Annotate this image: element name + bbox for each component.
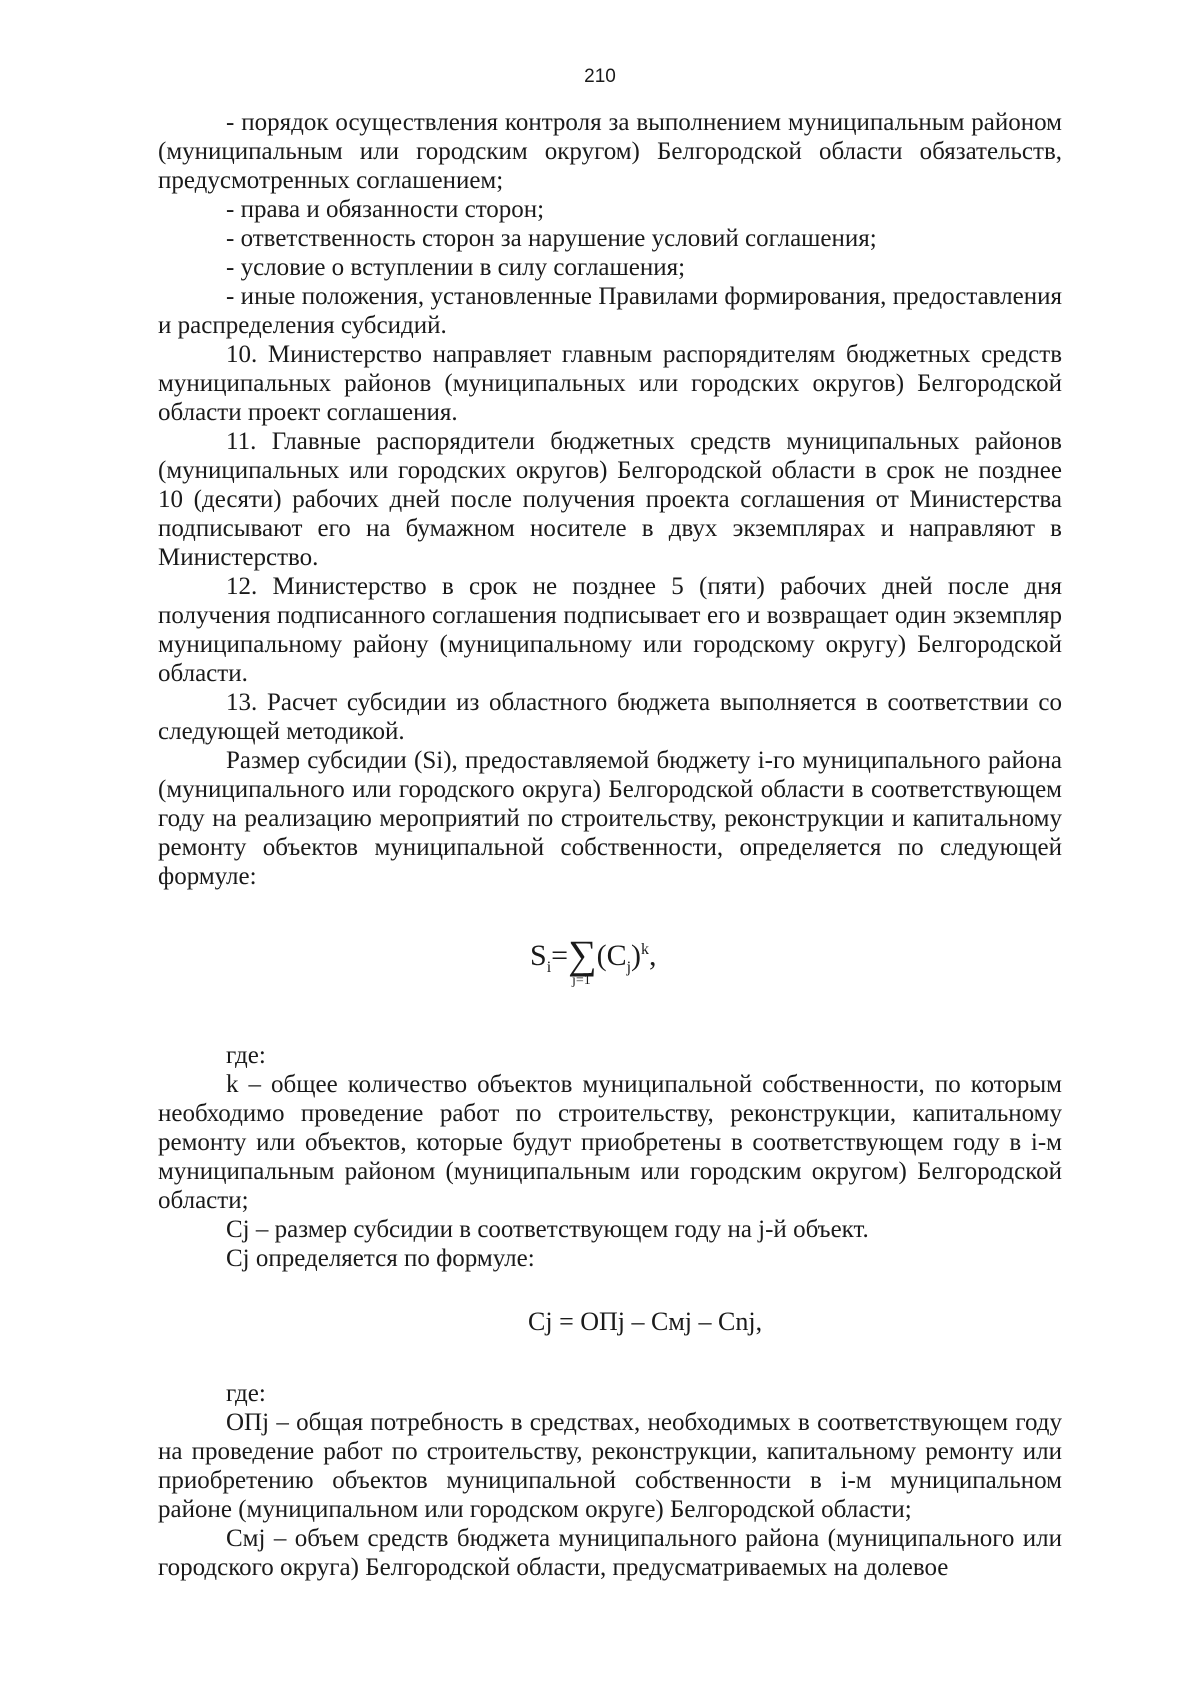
sigma-symbol: ∑: [568, 932, 597, 977]
formula-term: (C: [596, 939, 627, 972]
formula-term-close: ): [631, 939, 642, 972]
paragraph-item-11: 11. Главные распорядители бюджетных средств муниципальных районов (муниципальных или городских округов) Белгородской области в срок не позднее 10 (десяти) рабочих дней после получения проекта соглашения от Министерства подписывают его на бумажном носителе в двух экземплярах и направляют в Министерство.: [158, 428, 1062, 571]
paragraph: Размер субсидии (Si), предоставляемой бюджету i-го муниципального района (муниципального или городского округа) Белгородской области в соответствующем году на реализацию мероприятий по строительству, реконструкции и капитальному ремонту объектов муниципальной собственности, определяется по следующей формуле:: [158, 747, 1062, 890]
formula-power: k: [641, 941, 650, 958]
formula-cj: [158, 1273, 1062, 1379]
paragraph: Cj определяется по формуле:: [226, 1245, 535, 1272]
paragraph: - условие о вступлении в силу соглашения;: [226, 254, 686, 281]
formula-lhs-subscript: i: [546, 959, 552, 976]
paragraph-where: где:: [226, 1042, 266, 1069]
formula-cj-expression: Cj = ОПj – Cмj – Cnj,: [528, 1307, 763, 1336]
formula-lhs: S: [530, 939, 547, 972]
paragraph: - иные положения, установленные Правилами формирования, предоставления и распределения субсидий.: [158, 283, 1062, 339]
paragraph-definition-opj: ОПj – общая потребность в средствах, необходимых в соответствующем году на проведение работ по строительству, реконструкции, капитальному ремонту или приобретению объектов муниципальной собственности в i-м муниципальном районе (муниципальном или городском округе) Белгородской области;: [158, 1409, 1062, 1523]
paragraph-where: где:: [226, 1380, 266, 1407]
sum-limit: j=1: [572, 973, 591, 988]
document-body: [158, 108, 1062, 1582]
formula-subsidy-sum: [158, 891, 1062, 1041]
paragraph-definition-k: k – общее количество объектов муниципальной собственности, по которым необходимо проведение работ по строительству, реконструкции, капитальному ремонту или объектов, которые будут приобретены в соответствующем году в i-м муниципальным районом (муниципальным или городским округом) Белгородской области;: [158, 1071, 1062, 1214]
paragraph-item-10: 10. Министерство направляет главным распорядителям бюджетных средств муниципальных районов (муниципальных или городских округов) Белгородской области проект соглашения.: [158, 341, 1062, 426]
page-number: 210: [584, 66, 616, 87]
paragraph: - ответственность сторон за нарушение условий соглашения;: [226, 225, 877, 252]
formula-term-subscript: j: [626, 959, 632, 976]
paragraph-item-12: 12. Министерство в срок не позднее 5 (пяти) рабочих дней после дня получения подписанного соглашения подписывает его и возвращает один экземпляр муниципальному району (муниципальному или городскому округу) Белгородской области.: [158, 573, 1062, 687]
formula-expression: [530, 932, 657, 988]
paragraph: - права и обязанности сторон;: [226, 196, 545, 223]
paragraph-definition-cmj: Cмj – объем средств бюджета муниципального района (муниципального или городского округа) Белгородской области, предусматриваемых на долевое: [158, 1525, 1062, 1581]
paragraph-definition-cj: Cj – размер субсидии в соответствующем году на j-й объект.: [226, 1216, 869, 1243]
paragraph-item-13: 13. Расчет субсидии из областного бюджета выполняется в соответствии со следующей методикой.: [158, 689, 1062, 745]
formula-comma: ,: [649, 939, 657, 972]
paragraph: - порядок осуществления контроля за выполнением муниципальным районом (муниципальным или городским округом) Белгородской области обязательств, предусмотренных соглашением;: [158, 109, 1062, 194]
formula-equals: =: [551, 939, 569, 972]
